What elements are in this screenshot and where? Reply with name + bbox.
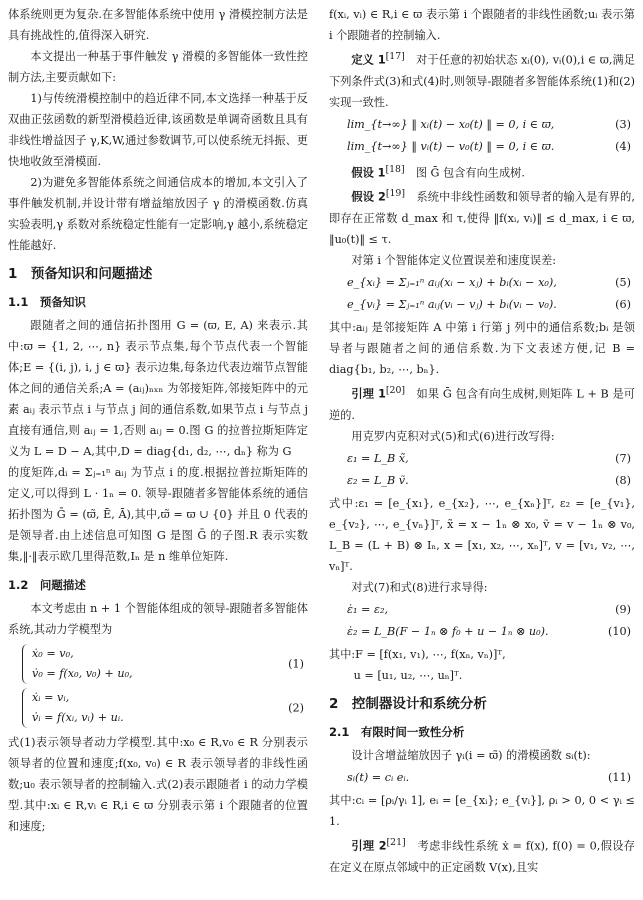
equation-5 xyxy=(329,273,635,293)
equation-body: sᵢ(t) = cᵢ eᵢ. xyxy=(347,770,410,784)
paragraph-derivative: 对式(7)和式(8)进行求导得: xyxy=(351,580,488,594)
brace-symbol xyxy=(22,644,31,684)
paragraph-contributions: 本文提出一种基于事件触发 γ 滑模的多智能体一致性控制方法,主要贡献如下: xyxy=(8,50,308,84)
equation-number: (8) xyxy=(615,473,631,487)
paragraph-F: 其中:F = [f(x₁, v₁), ⋯, f(xₙ, vₙ)]ᵀ, xyxy=(329,647,506,661)
equation-2-line-2: v̇ᵢ = f(xᵢ, vᵢ) + uᵢ. xyxy=(32,711,124,724)
subsection-heading-1-2: 1.2 问题描述 xyxy=(8,578,86,592)
section-heading-2: 2 控制器设计和系统分析 xyxy=(329,695,487,712)
equation-number: (3) xyxy=(615,117,631,131)
equation-body: e_{xᵢ} = Σⱼ₌₁ⁿ aᵢⱼ(xᵢ − xⱼ) + bᵢ(xᵢ − x₀), xyxy=(347,276,557,290)
equation-number: (1) xyxy=(288,657,304,671)
left-column xyxy=(8,4,308,837)
equation-number: (4) xyxy=(615,139,631,153)
paragraph-problem: 本文考虑由 n + 1 个智能体组成的领导-跟随者多智能体系统,其动力学模型为 xyxy=(8,602,308,636)
equation-number: (6) xyxy=(615,298,631,312)
paragraph-intro-end: 体系统则更为复杂.在多智能体系统中使用 γ 滑模控制方法是具有挑战性的,值得深入研究. xyxy=(8,8,308,42)
equation-body: ε̇₂ = L_B(F − 1ₙ ⊗ f₀ + u − 1ₙ ⊗ u₀). xyxy=(347,624,549,638)
equation-number: (9) xyxy=(615,602,631,616)
paragraph-where: 其中:aᵢⱼ 是邻接矩阵 A 中第 i 行第 j 列中的通信系数;bᵢ 是领导者与跟随者之间的通信系数.为下文表述方便,记 B = diag{b₁, b₂, ⋯, bₙ}. xyxy=(329,321,635,377)
brace-symbol xyxy=(22,688,31,728)
equation-7 xyxy=(329,449,635,469)
paragraph-errors: 对第 i 个智能体定义位置误差和速度误差: xyxy=(351,254,557,268)
equation-2 xyxy=(8,688,308,728)
equation-number: (11) xyxy=(608,770,631,784)
equation-number: (7) xyxy=(615,451,631,465)
equation-1-line-2: v̇₀ = f(x₀, v₀) + u₀, xyxy=(32,667,133,680)
equation-11 xyxy=(329,768,635,788)
citation: [21] xyxy=(386,836,406,848)
lemma-label: 引理 2 xyxy=(351,839,387,853)
equation-8 xyxy=(329,471,635,491)
equation-3 xyxy=(329,115,635,135)
assumption-text: 图 Ḡ 包含有向生成树. xyxy=(415,166,525,180)
paragraph-graph-2: 的度矩阵,dᵢ = Σⱼ₌₁ⁿ aᵢⱼ 为节点 i 的度.根据拉普拉斯矩阵的定义,可以得到 L · 1ₙ = 0. 领导-跟随者多智能体系统的通信拓扑图为 Ḡ = (ϖ̃, Ē, Ā),其中,ϖ̃ = ϖ ∪ {0} 并且 0 代表的是领导者.由上述信息可知图 G 是图 Ḡ 的子图.R 表示实数集,‖·‖表示欧几里得范数,Iₙ 是 n 维单位矩阵. xyxy=(8,466,308,563)
subsection-heading-2-1: 2.1 有限时间一致性分析 xyxy=(329,724,465,739)
equation-body: lim_{t→∞} ‖ xᵢ(t) − x₀(t) ‖ = 0, i ∈ ϖ, xyxy=(347,117,555,131)
paragraph-ci: 其中:cᵢ = [ρᵢ/γᵢ 1], eᵢ = [e_{xᵢ}; e_{vᵢ}], ρᵢ > 0, 0 < γᵢ ≤ 1. xyxy=(329,793,635,828)
equation-body: e_{vᵢ} = Σⱼ₌₁ⁿ aᵢⱼ(vᵢ − vⱼ) + bᵢ(vᵢ − v₀). xyxy=(347,298,557,312)
paragraph-design: 设计含增益缩放因子 γᵢ(i = ϖ̃) 的滑模函数 sᵢ(t): xyxy=(351,748,591,762)
paragraph-continued: f(xᵢ, vᵢ) ∈ R,i ∈ ϖ 表示第 i 个跟随者的非线性函数;uᵢ 表示第 i 个跟随者的控制输入. xyxy=(329,8,635,42)
assumption-text: 系统中非线性函数和领导者的输入是有界的,即存在正常数 d_max 和 τ,使得 ‖f(xᵢ, vᵢ)‖ ≤ d_max, i ∈ ϖ, ‖u₀(t)‖ ≤ τ. xyxy=(329,191,635,247)
assumption-label: 假设 2 xyxy=(351,191,386,205)
equation-1-line-1: ẋ₀ = v₀, xyxy=(32,647,74,660)
equation-6 xyxy=(329,295,635,315)
equation-10 xyxy=(329,622,635,642)
paragraph-model: 式(1)表示领导者动力学模型.其中:x₀ ∈ R,v₀ ∈ R 分别表示领导者的位置和速度;f(x₀, v₀) ∈ R 表示领导者的非线性函数;u₀ 表示领导者的控制输入.式(2)表示跟随者 i 的动力学模型.其中:xᵢ ∈ R,vᵢ ∈ R,i ∈ ϖ 分别表示第 i 个跟随者的位置和速度; xyxy=(8,736,308,833)
equation-number: (2) xyxy=(288,701,304,715)
right-column xyxy=(329,4,635,878)
paragraph-kronecker: 用克罗内克积对式(5)和式(6)进行改写得: xyxy=(351,429,555,443)
equation-number: (10) xyxy=(608,624,631,638)
assumption-label: 假设 1 xyxy=(351,166,386,180)
assumption-1 xyxy=(329,159,635,184)
lemma-1 xyxy=(329,380,635,426)
equation-9 xyxy=(329,600,635,620)
section-heading-1: 1 预备知识和问题描述 xyxy=(8,266,153,282)
assumption-2 xyxy=(329,183,635,250)
equation-4 xyxy=(329,137,635,157)
paragraph-contribution-1: 1)与传统滑模控制中的趋近律不同,本文选择一种基于反双曲正弦函数的新型滑模趋近律,该函数是单调奇函数且具有非线性增益因子 γ,K,W,通过参数调节,可以使系统无抖振、更快地收敛至滑模面. xyxy=(8,92,308,168)
citation: [18] xyxy=(385,163,405,175)
definition-1 xyxy=(329,46,635,113)
equation-body: ε₂ = L_B ṽ. xyxy=(347,473,409,487)
paragraph-definitions: 式中:ε₁ = [e_{x₁}, e_{x₂}, ⋯, e_{xₙ}]ᵀ, ε₂ = [e_{v₁}, e_{v₂}, ⋯, e_{vₙ}]ᵀ, x̃ = x − 1ₙ ⊗ x₀, ṽ = v − 1ₙ ⊗ v₀, L_B = (L + B) ⊗ Iₙ, x = [x₁, x₂, ⋯, xₙ]ᵀ, v = [v₁, v₂, ⋯, vₙ]ᵀ. xyxy=(329,496,635,573)
equation-body: ε̇₁ = ε₂, xyxy=(347,602,389,616)
subsection-heading-1-1: 1.1 预备知识 xyxy=(8,295,86,309)
lemma-label: 引理 1 xyxy=(351,387,386,401)
lemma-text: 考虑非线性系统 ẋ = f(x), f(0) = 0,假设存在定义在原点邻域中的正定函数 V(x),且实 xyxy=(329,839,635,874)
lemma-2 xyxy=(329,832,635,878)
citation: [20] xyxy=(385,385,406,397)
equation-1 xyxy=(8,644,308,684)
equation-body: ε₁ = L_B x̃, xyxy=(347,451,409,465)
paragraph-u: u = [u₁, u₂, ⋯, uₙ]ᵀ. xyxy=(353,668,463,682)
definition-text: 对于任意的初始状态 xᵢ(0), vᵢ(0),i ∈ ϖ,满足下列条件式(3)和式(4)时,则领导-跟随者多智能体系统(1)和(2)实现一致性. xyxy=(329,53,636,109)
paragraph-graph: 跟随者之间的通信拓扑图用 G = (ϖ, E, A) 来表示.其中:ϖ = {1, 2, ⋯, n} 表示节点集,每个节点代表一个智能体;E = {(i, j), i, j ∈ ϖ} 表示边集,每条边代表边端节点智能体之间的通信关系;A = (aᵢⱼ)ₙₓₙ 为邻接矩阵,邻接矩阵中的元素 aᵢⱼ 表示节点 i 与节点 j 间的通信系数,如果节点 i 与节点 j 直接有通信,则 aᵢⱼ = 1,否则 aᵢⱼ = 0.图 G 的拉普拉斯矩阵定义为 L = D − A,其中,D = diag{d₁, d₂, ⋯, dₙ} 称为 G xyxy=(8,319,308,458)
equation-2-line-1: ẋᵢ = vᵢ, xyxy=(32,691,70,704)
citation: [19] xyxy=(385,188,405,200)
definition-label: 定义 1 xyxy=(351,53,386,67)
lemma-text: 如果 Ḡ 包含有向生成树,则矩阵 L + B 是可逆的. xyxy=(329,387,635,422)
equation-body: lim_{t→∞} ‖ vᵢ(t) − v₀(t) ‖ = 0, i ∈ ϖ. xyxy=(347,139,555,153)
citation: [17] xyxy=(385,51,405,62)
equation-number: (5) xyxy=(615,276,631,290)
paragraph-contribution-2: 2)为避免多智能体系统之间通信成本的增加,本文引入了事件触发机制,并设计带有增益缩放因子 γ 的滑模函数.仿真实验表明,γ 系数对系统稳定性能有一定影响,γ 越小,系统稳定性能越好. xyxy=(8,176,308,252)
